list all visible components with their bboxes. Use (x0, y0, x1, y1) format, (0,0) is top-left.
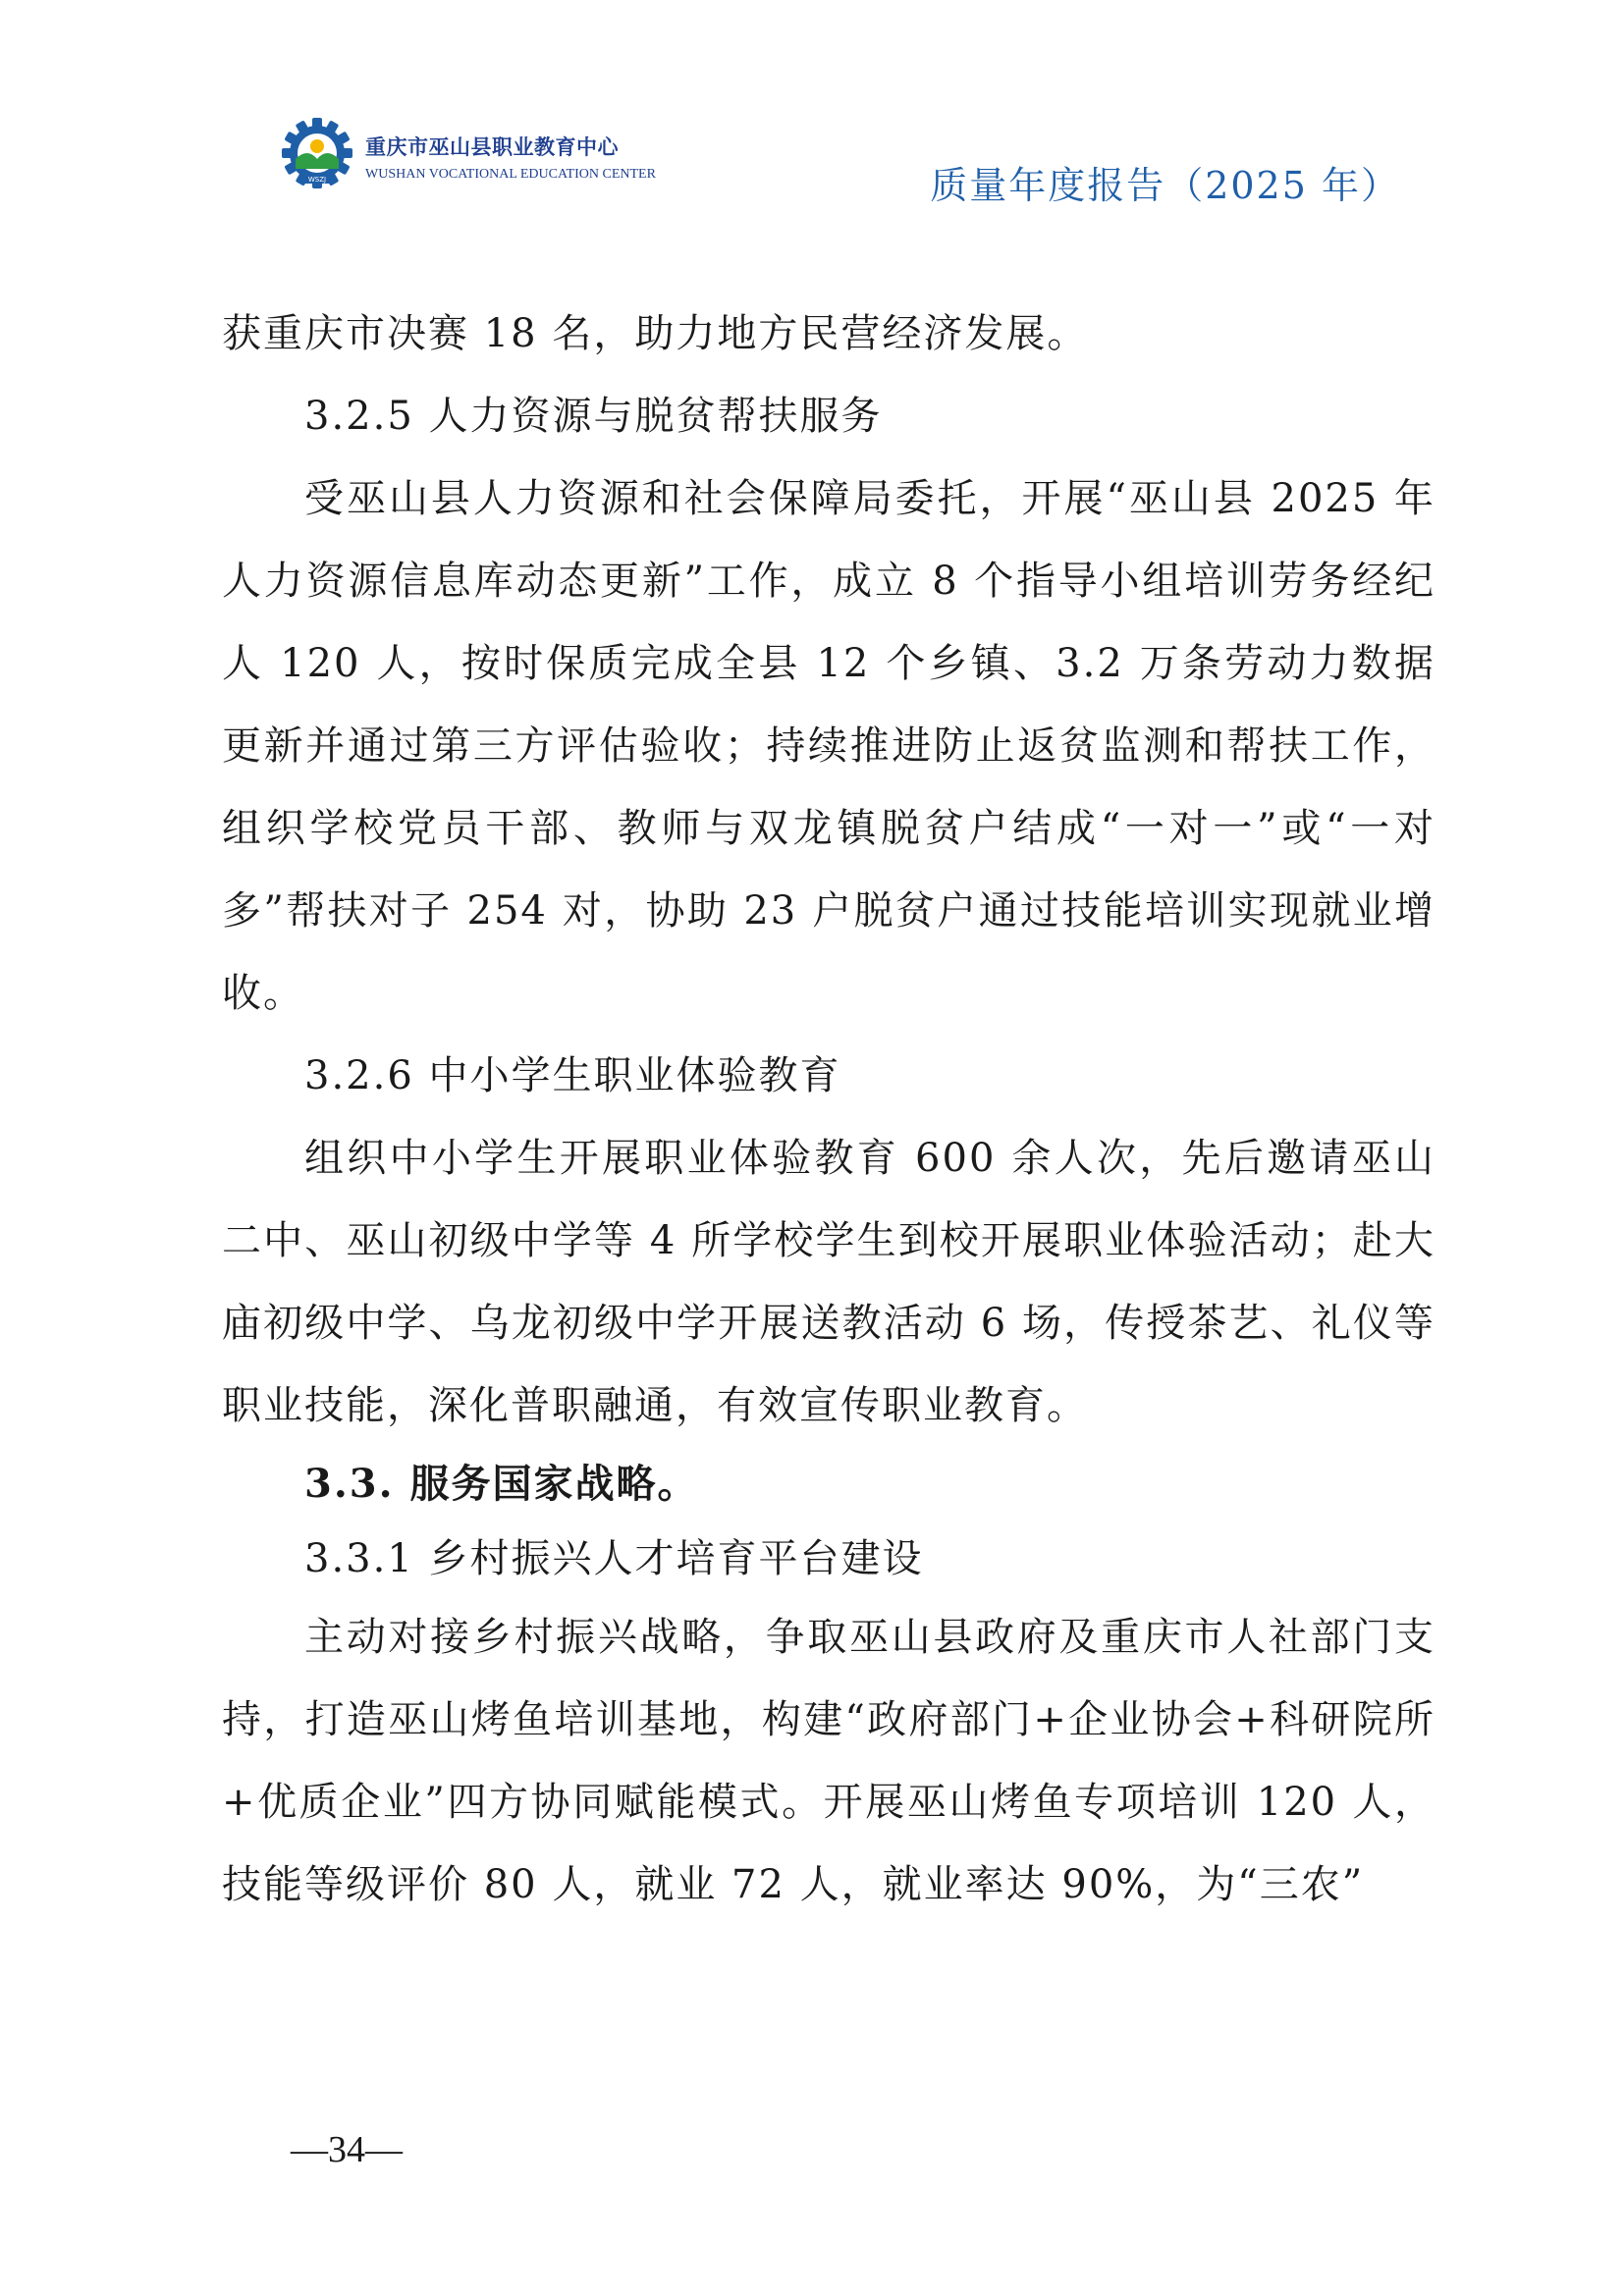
section-heading-3-2-6: 3.2.6 中小学生职业体验教育 (304, 1053, 841, 1098)
logo-name-cn: 重庆市巫山县职业教育中心 (365, 135, 619, 159)
paragraph-hr-poverty: 受巫山县人力资源和社会保障局委托，开展“巫山县 2025 年人力资源信息库动态更新”工作，成立 8 个指导小组培训劳务经纪人 120 人，按时保质完成全县 12 个乡镇、3.2 万条劳动力数据更新并通过第三方评估验收；持续推进防止返贫监测和帮扶工作，组织学校党员干部、教师与双龙镇脱贫户结成“一对一”或“一对多”帮扶对子 254 对，协助 23 户脱贫户通过技能培训实现就业增收。 (222, 476, 1435, 1016)
document-body (222, 293, 1435, 1926)
school-logo (275, 116, 656, 196)
section-heading-3-3-1: 3.3.1 乡村振兴人才培育平台建设 (304, 1536, 924, 1581)
page-header (0, 0, 1624, 216)
paragraph-continuation: 获重庆市决赛 18 名，助力地方民营经济发展。 (222, 311, 1089, 356)
logo-name-en: WUSHAN VOCATIONAL EDUCATION CENTER (365, 167, 656, 182)
section-heading-3-3: 3.3. 服务国家战略。 (304, 1461, 699, 1507)
gear-logo-icon (275, 116, 359, 196)
paragraph-rural-revitalization: 主动对接乡村振兴战略，争取巫山县政府及重庆市人社部门支持，打造巫山烤鱼培训基地，构建“政府部门+企业协会+科研院所+优质企业”四方协同赋能模式。开展巫山烤鱼专项培训 120 人，技能等级评价 80 人，就业 72 人，就业率达 90%，为“三农” (222, 1615, 1435, 1907)
report-title: 质量年度报告（2025 年） (930, 164, 1400, 207)
logo-badge-text: WSZJ (307, 176, 327, 184)
page-number: —34— (291, 2129, 403, 2170)
section-heading-3-2-5: 3.2.5 人力资源与脱贫帮扶服务 (304, 394, 883, 439)
paragraph-career-experience: 组织中小学生开展职业体验教育 600 余人次，先后邀请巫山二中、巫山初级中学等 4 所学校学生到校开展职业体验活动；赴大庙初级中学、乌龙初级中学开展送教活动 6 场，传授茶艺、礼仪等职业技能，深化普职融通，有效宣传职业教育。 (222, 1136, 1435, 1428)
